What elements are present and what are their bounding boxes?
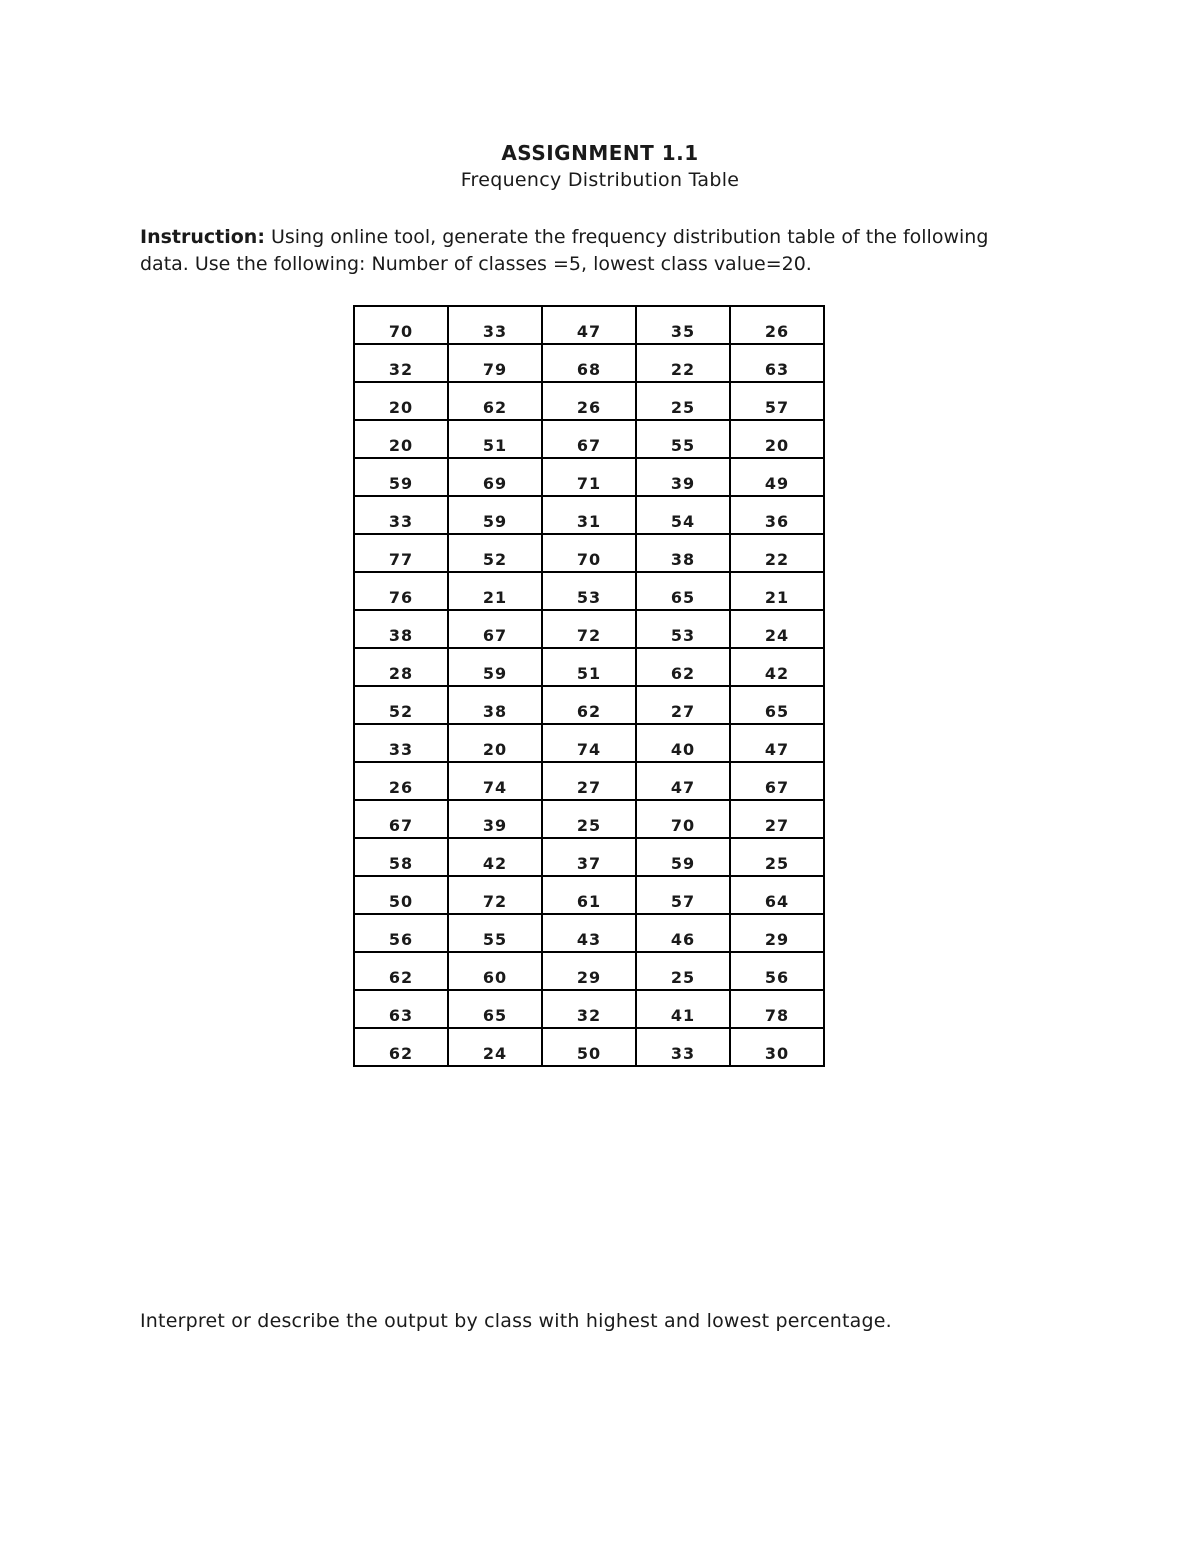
table-row [354,382,824,420]
table-row [354,306,824,344]
table-cell: 47 [730,724,824,762]
instruction-paragraph [140,224,1040,278]
table-cell: 33 [636,1028,730,1066]
data-table [353,305,825,1067]
table-row [354,800,824,838]
table-cell: 52 [354,686,448,724]
table-cell: 70 [542,534,636,572]
page-subtitle: Frequency Distribution Table [460,169,740,191]
table-cell: 26 [542,382,636,420]
table-cell: 38 [354,610,448,648]
table-row [354,610,824,648]
interpret-prompt: Interpret or describe the output by class with highest and lowest percentage. [140,1310,892,1332]
table-cell: 46 [636,914,730,952]
table-cell: 57 [730,382,824,420]
table-cell: 61 [542,876,636,914]
table-cell: 50 [542,1028,636,1066]
table-cell: 30 [730,1028,824,1066]
instruction-label: Instruction: [140,226,265,248]
table-cell: 39 [448,800,542,838]
table-cell: 24 [448,1028,542,1066]
table-cell: 79 [448,344,542,382]
table-cell: 25 [730,838,824,876]
table-cell: 27 [542,762,636,800]
table-cell: 33 [354,496,448,534]
table-cell: 37 [542,838,636,876]
table-cell: 47 [636,762,730,800]
table-cell: 64 [730,876,824,914]
table-cell: 27 [730,800,824,838]
table-cell: 59 [354,458,448,496]
page-title: ASSIGNMENT 1.1 [501,141,699,165]
table-cell: 20 [730,420,824,458]
table-row [354,572,824,610]
table-cell: 65 [636,572,730,610]
table-row [354,458,824,496]
table-cell: 77 [354,534,448,572]
table-cell: 32 [354,344,448,382]
table-cell: 25 [542,800,636,838]
table-cell: 72 [448,876,542,914]
table-cell: 63 [354,990,448,1028]
table-row [354,876,824,914]
table-cell: 20 [448,724,542,762]
table-cell: 56 [730,952,824,990]
table-cell: 67 [448,610,542,648]
table-row [354,1028,824,1066]
table-cell: 50 [354,876,448,914]
table-cell: 42 [448,838,542,876]
table-cell: 74 [542,724,636,762]
table-cell: 59 [448,648,542,686]
table-cell: 35 [636,306,730,344]
table-cell: 70 [354,306,448,344]
table-cell: 71 [542,458,636,496]
table-cell: 58 [354,838,448,876]
table-row [354,838,824,876]
table-cell: 29 [730,914,824,952]
table-cell: 26 [354,762,448,800]
table-cell: 31 [542,496,636,534]
table-cell: 42 [730,648,824,686]
table-cell: 40 [636,724,730,762]
table-cell: 22 [730,534,824,572]
table-cell: 62 [354,1028,448,1066]
table-cell: 78 [730,990,824,1028]
table-cell: 65 [730,686,824,724]
table-cell: 68 [542,344,636,382]
table-cell: 20 [354,382,448,420]
table-cell: 65 [448,990,542,1028]
table-cell: 25 [636,382,730,420]
table-cell: 56 [354,914,448,952]
table-cell: 74 [448,762,542,800]
table-cell: 21 [448,572,542,610]
table-cell: 67 [542,420,636,458]
table-row [354,990,824,1028]
table-cell: 20 [354,420,448,458]
table-row [354,648,824,686]
instruction-text: Using online tool, generate the frequency distribution table of the following data. Use the following: Number of classes =5, lowest class value=20. [140,226,989,275]
table-cell: 69 [448,458,542,496]
table-cell: 33 [448,306,542,344]
table-cell: 25 [636,952,730,990]
table-cell: 49 [730,458,824,496]
table-cell: 59 [448,496,542,534]
table-cell: 63 [730,344,824,382]
table-cell: 59 [636,838,730,876]
table-row [354,420,824,458]
table-cell: 32 [542,990,636,1028]
table-cell: 43 [542,914,636,952]
table-row [354,534,824,572]
table-row [354,762,824,800]
table-cell: 62 [354,952,448,990]
table-cell: 67 [730,762,824,800]
table-cell: 62 [542,686,636,724]
table-cell: 38 [448,686,542,724]
table-cell: 47 [542,306,636,344]
table-cell: 51 [448,420,542,458]
table-cell: 53 [636,610,730,648]
table-row [354,914,824,952]
table-row [354,724,824,762]
table-cell: 51 [542,648,636,686]
table-cell: 38 [636,534,730,572]
table-cell: 27 [636,686,730,724]
table-cell: 26 [730,306,824,344]
table-cell: 28 [354,648,448,686]
table-cell: 52 [448,534,542,572]
table-cell: 70 [636,800,730,838]
table-cell: 62 [636,648,730,686]
table-row [354,496,824,534]
table-row [354,952,824,990]
table-cell: 41 [636,990,730,1028]
table-cell: 36 [730,496,824,534]
table-row [354,686,824,724]
table-cell: 67 [354,800,448,838]
table-cell: 22 [636,344,730,382]
table-cell: 60 [448,952,542,990]
table-cell: 72 [542,610,636,648]
table-cell: 29 [542,952,636,990]
table-cell: 39 [636,458,730,496]
table-cell: 54 [636,496,730,534]
table-cell: 55 [636,420,730,458]
table-cell: 62 [448,382,542,420]
table-cell: 76 [354,572,448,610]
table-cell: 53 [542,572,636,610]
table-cell: 55 [448,914,542,952]
table-cell: 57 [636,876,730,914]
table-cell: 33 [354,724,448,762]
table-cell: 24 [730,610,824,648]
table-row [354,344,824,382]
table-cell: 21 [730,572,824,610]
